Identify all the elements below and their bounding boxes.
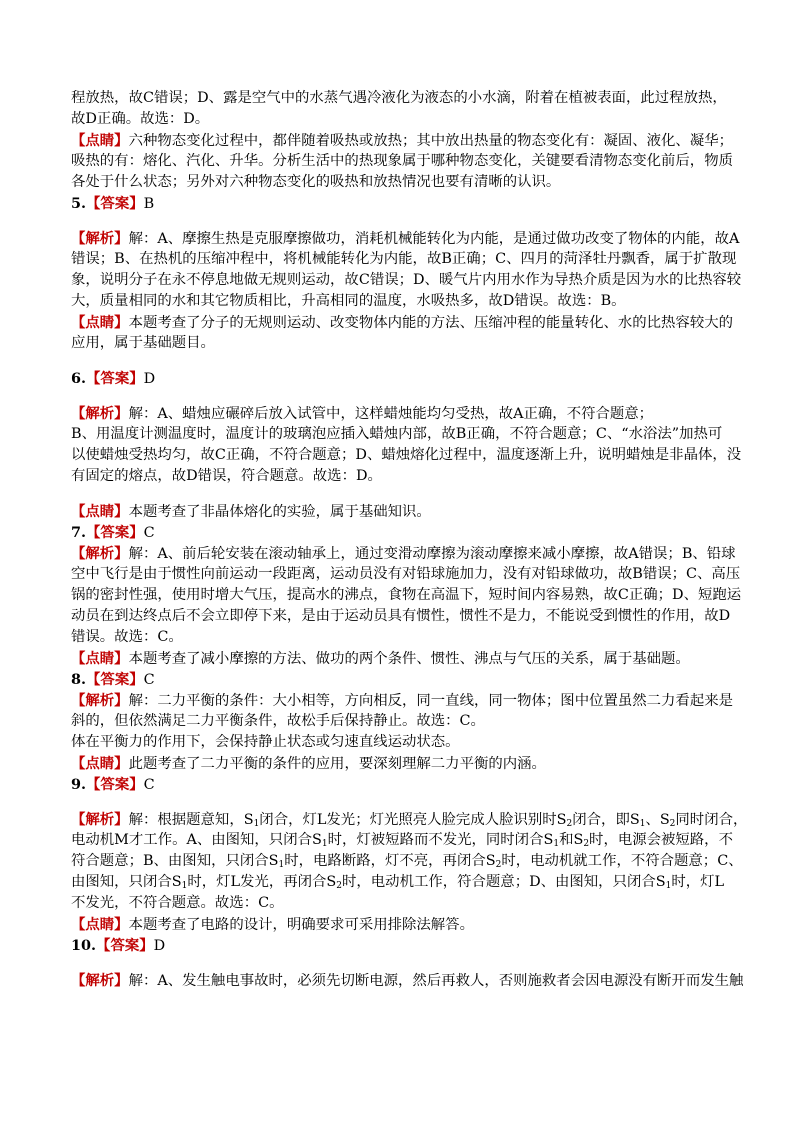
section-tag: 【点睛】	[71, 503, 129, 520]
section-tag: 【点睛】	[71, 314, 129, 331]
text-run: C	[143, 525, 155, 541]
text-line	[71, 606, 731, 627]
text-line	[71, 333, 723, 354]
text-line	[71, 935, 723, 956]
paragraph-gap	[71, 389, 723, 403]
text-run: 大，质量相同的水和其它物质相比，升高相同的温度，水吸热多，故D错误。故选：B。	[71, 293, 626, 309]
section-tag: 【点睛】	[71, 916, 129, 933]
text-run: 时，灯L发光，再闭合S	[187, 874, 337, 890]
text-line	[71, 151, 733, 172]
section-tag: 【点睛】	[71, 650, 129, 667]
text-run: 有固定的熔点，故D错误，符合题意。故选：D。	[71, 468, 382, 484]
text-line	[71, 872, 723, 893]
text-run: 时，电动机就工作，不符合题意；C、	[501, 853, 743, 869]
text-line	[71, 543, 736, 564]
subscript: 2	[336, 881, 342, 891]
text-run: 象，说明分子在永不停息地做无规则运动，故C错误；D、暖气片内用水作为导热介质是因为水的比热容较	[71, 272, 742, 288]
text-run: 解：A、蜡烛应碾碎后放入试管中，这样蜡烛能均匀受热，故A正确，不符合题意；	[128, 406, 654, 422]
text-run: 体在平衡力的作用下，会保持静止状态或匀速直线运动状态。	[71, 734, 460, 750]
section-tag: 【解析】	[71, 692, 129, 709]
text-run: 故D正确。故选：D。	[71, 111, 210, 127]
paragraph-gap	[71, 956, 723, 970]
text-line	[71, 522, 723, 543]
section-tag: 【答案】	[86, 370, 144, 387]
text-run: 空中飞行是由于惯性向前运动一段距离，运动员没有对铅球施加力，没有对铅球做功，故B错误；C、高压	[71, 566, 741, 582]
paragraph-gap	[71, 795, 723, 809]
text-line	[71, 466, 723, 487]
text-run: 锅的密封性强，使用时增大气压，提高水的沸点，食物在高温下，短时间内容易熟，故C正确；D、短跑运	[71, 587, 742, 603]
text-run: 六种物态变化过程中，都伴随着吸热或放热；其中放出热量的物态变化有：凝固、液化、凝华；	[128, 133, 733, 149]
text-run: 此题考查了二力平衡的条件的应用，要深刻理解二力平衡的内涵。	[128, 756, 546, 772]
text-line	[71, 130, 733, 151]
question-number: 6.	[71, 370, 87, 387]
text-run: 本题考查了非晶体熔化的实验，属于基础知识。	[128, 504, 431, 520]
paragraph-gap	[71, 214, 723, 228]
text-run: 、S	[645, 812, 670, 828]
paragraph-gap	[71, 487, 723, 501]
text-line	[71, 312, 733, 333]
subscript: 1	[665, 881, 672, 891]
text-line	[71, 648, 723, 669]
paragraph-gap	[71, 354, 723, 368]
text-line	[71, 690, 733, 711]
text-run: 时，灯L	[671, 874, 725, 890]
text-run: 时，电动机工作，符合题意；D、由图知，只闭合S	[342, 874, 666, 890]
text-line	[71, 424, 723, 445]
question-number: 7.	[71, 524, 87, 541]
question-number: 9.	[71, 776, 87, 793]
text-line	[71, 501, 723, 522]
text-line	[71, 627, 723, 648]
text-run: 吸热的有：熔化、汽化、升华。分析生活中的热现象属于哪种物态变化，关键要看清物态变化前后，物质	[71, 153, 733, 169]
section-tag: 【答案】	[86, 776, 144, 793]
text-run: 由图知，只闭合S	[71, 874, 182, 890]
text-line	[71, 291, 723, 312]
text-run: 时，灯被短路而不发光，同时闭合S	[327, 832, 554, 848]
section-tag: 【点睛】	[71, 755, 129, 772]
text-run: 解：二力平衡的条件：大小相等，方向相反，同一直线，同一物体；图中位置虽然二力看起来是	[128, 693, 733, 709]
text-run: 本题考查了减小摩擦的方法、做功的两个条件、惯性、沸点与气压的关系，属于基础题。	[128, 651, 690, 667]
text-line	[71, 249, 737, 270]
text-line	[71, 893, 723, 914]
text-run: 解：A、前后轮安装在滚动轴承上，通过变滑动摩擦为滚动摩擦来减小摩擦，故A错误；B、铅球	[128, 546, 736, 562]
text-run: D	[143, 371, 156, 387]
question-number: 10.	[71, 937, 97, 954]
section-tag: 【答案】	[86, 195, 144, 212]
text-line	[71, 193, 723, 214]
section-tag: 【解析】	[71, 972, 129, 989]
subscript: 2	[495, 860, 502, 870]
subscript: 1	[553, 839, 560, 849]
question-number: 8.	[71, 671, 87, 688]
subscript: 2	[566, 819, 573, 829]
text-run: 闭合，即S	[572, 812, 640, 828]
text-run: 本题考查了电路的设计，明确要求可采用排除法解答。	[128, 917, 474, 933]
subscript: 1	[181, 881, 188, 891]
text-run: 程放热，故C错误；D、露是空气中的水蒸气遇冷液化为液态的小水滴，附着在植被表面，此过程放热，	[71, 90, 727, 106]
text-run: C	[143, 777, 155, 793]
section-tag: 【答案】	[86, 671, 144, 688]
text-line	[71, 914, 723, 935]
text-run: 解：根据题意知，S	[128, 812, 254, 828]
text-line	[71, 753, 723, 774]
section-tag: 【解析】	[71, 405, 129, 422]
section-tag: 【解析】	[71, 545, 129, 562]
text-run: 电动机M才工作。A、由图知，只闭合S	[71, 832, 322, 848]
text-line	[71, 109, 723, 130]
document-page	[71, 88, 748, 991]
text-line	[71, 711, 723, 732]
text-line	[71, 368, 723, 389]
text-line	[71, 564, 741, 585]
text-run: B、用温度计测温度时，温度计的玻璃泡应插入蜡烛内部，故B正确，不符合题意；C、“水浴法”加热可	[71, 426, 723, 442]
section-tag: 【答案】	[96, 937, 154, 954]
section-tag: 【解析】	[71, 811, 129, 828]
text-run: 符合题意；B、由图知，只闭合S	[71, 853, 279, 869]
text-run: 解：A、发生触电事故时，必须先切断电源，然后再救人，否则施救者会因电源没有断开而发生触	[128, 973, 744, 989]
text-run: 错误；B、在热机的压缩冲程中，将机械能转化为内能，故B正确；C、四月的菏泽牡丹飘香，属于扩散现	[71, 251, 737, 267]
subscript: 1	[253, 819, 260, 829]
text-run: 时，电源会被短路，不	[589, 832, 733, 848]
text-run: 以使蜡烛受热均匀，故C正确，不符合题意；D、蜡烛熔化过程中，温度逐渐上升，说明蜡烛是非晶体，没	[71, 447, 742, 463]
subscript: 2	[669, 819, 676, 829]
text-run: D	[153, 938, 166, 954]
text-run: 应用，属于基础题目。	[71, 335, 215, 351]
text-line	[71, 774, 723, 795]
text-run: 各处于什么状态；另外对六种物态变化的吸热和放热情况也要有清晰的认识。	[71, 174, 561, 190]
text-run: 同时闭合，	[675, 812, 748, 828]
section-tag: 【解析】	[71, 230, 129, 247]
subscript: 2	[583, 839, 590, 849]
text-run: B	[143, 196, 155, 212]
text-line	[71, 403, 723, 424]
text-line	[71, 669, 723, 690]
text-line	[71, 732, 723, 753]
text-line	[71, 270, 742, 291]
text-run: 闭合，灯L发光；灯光照亮人脸完成人脸识别时S	[259, 812, 567, 828]
subscript: 1	[639, 819, 646, 829]
text-run: C	[143, 672, 155, 688]
text-line	[71, 970, 744, 991]
text-line	[71, 585, 742, 606]
text-line	[71, 228, 740, 249]
text-line	[71, 851, 743, 872]
text-line	[71, 830, 733, 851]
text-line	[71, 445, 742, 466]
text-run: 不发光，不符合题意。故选：C。	[71, 895, 284, 911]
subscript: 1	[321, 839, 328, 849]
text-run: 时，电路断路，灯不亮，再闭合S	[284, 853, 496, 869]
section-tag: 【答案】	[86, 524, 144, 541]
subscript: 1	[278, 860, 285, 870]
text-run: 解：A、摩擦生热是克服摩擦做功，消耗机械能转化为内能，是通过做功改变了物体的内能，故A	[128, 231, 740, 247]
question-number: 5.	[71, 195, 87, 212]
text-run: 动员在到达终点后不会立即停下来，是由于运动员具有惯性，惯性不是力，不能说受到惯性的作用，故D	[71, 608, 731, 624]
text-line	[71, 172, 723, 193]
text-run: 和S	[559, 832, 584, 848]
text-run: 斜的，但依然满足二力平衡条件，故松手后保持静止。故选：C。	[71, 713, 485, 729]
text-line	[71, 809, 748, 830]
text-line	[71, 88, 727, 109]
text-run: 错误。故选：C。	[71, 629, 183, 645]
section-tag: 【点睛】	[71, 132, 129, 149]
text-run: 本题考查了分子的无规则运动、改变物体内能的方法、压缩冲程的能量转化、水的比热容较大的	[128, 315, 733, 331]
